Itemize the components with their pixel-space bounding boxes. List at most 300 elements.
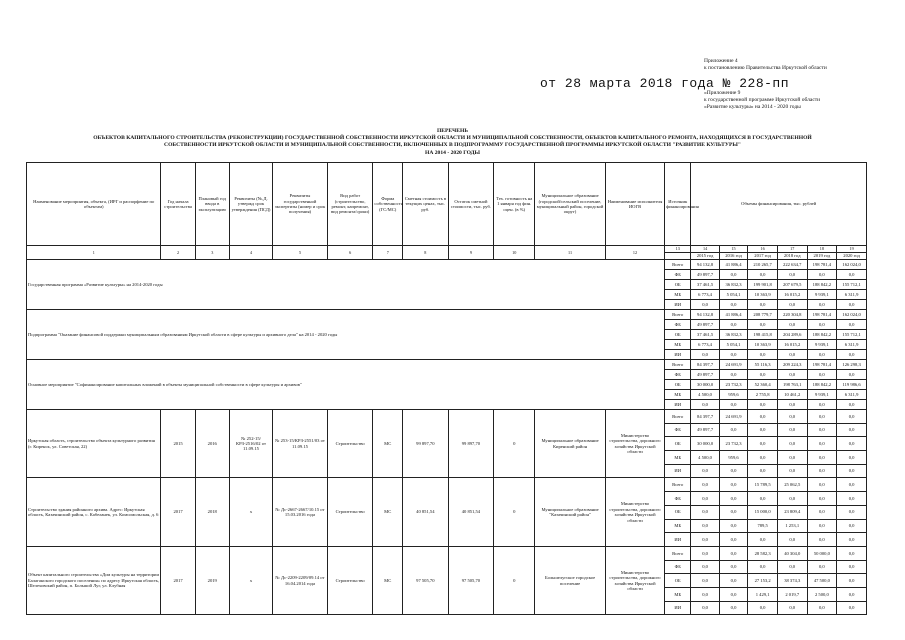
- amount-cell: 0,0: [777, 410, 807, 424]
- amount-cell: 220 304,8: [777, 310, 807, 320]
- amount-cell: 198 781,4: [807, 260, 837, 270]
- appendix2-line3: «Развитие культуры» на 2014 - 2020 годы: [704, 104, 801, 110]
- amount-cell: 84 397,7: [691, 410, 719, 424]
- readiness: 0: [494, 478, 535, 546]
- funding-source: МБ: [665, 451, 691, 465]
- header-cell: Муниципальное образование (городской/сельский поселение, муниципальный район, городской округ): [535, 163, 606, 246]
- amount-cell: 0,0: [777, 492, 807, 506]
- amount-cell: 0,0: [748, 300, 778, 310]
- column-number: 6: [327, 246, 373, 260]
- amount-cell: 0,0: [807, 423, 837, 437]
- amount-cell: 207 679,5: [777, 280, 807, 290]
- amount-cell: 162 024,0: [837, 310, 867, 320]
- amount-cell: 6 773,4: [691, 340, 719, 350]
- amount-cell: 0,0: [807, 320, 837, 330]
- amount-cell: 0,0: [807, 270, 837, 280]
- amount-cell: 1 429,1: [748, 587, 778, 601]
- amount-cell: 0,0: [719, 574, 747, 588]
- amount-cell: 0,0: [719, 300, 747, 310]
- amount-cell: 0,0: [837, 320, 867, 330]
- title-line4: НА 2014 - 2020 ГОДЫ: [424, 149, 481, 156]
- amount-cell: 36 832,3: [719, 280, 747, 290]
- amount-cell: 2 019,7: [777, 587, 807, 601]
- column-number: 10: [494, 246, 535, 260]
- funding-source: ИИ: [665, 464, 691, 478]
- amount-cell: 0,0: [777, 370, 807, 380]
- amount-cell: 0,0: [837, 546, 867, 560]
- amount-cell: 0,0: [719, 464, 747, 478]
- amount-cell: 198 781,4: [807, 360, 837, 370]
- amount-cell: 0,0: [719, 320, 747, 330]
- amount-cell: 0,0: [837, 478, 867, 492]
- amount-cell: 198 763,1: [777, 380, 807, 390]
- amount-cell: 0,0: [837, 464, 867, 478]
- amount-cell: 0,0: [719, 423, 747, 437]
- amount-cell: 119 986,6: [837, 380, 867, 390]
- section-name: Основное мероприятие "Софинансирование капитальных вложений в объекты муниципальной собственности в сфере культуры и архивов": [27, 360, 665, 410]
- year-cell-blank: [665, 253, 691, 260]
- end-year: 2019: [195, 546, 229, 614]
- header-cell: Сметная стоимость в текущих ценах, тыс. руб.: [403, 163, 449, 246]
- amount-cell: 52 360,4: [748, 380, 778, 390]
- table-row: [27, 546, 867, 560]
- year-cell: 2015 год: [691, 253, 719, 260]
- header-row: [27, 163, 867, 246]
- amount-cell: 24 691,9: [719, 410, 747, 424]
- funding-source: ОБ: [665, 505, 691, 519]
- amount-cell: 222 634,7: [777, 260, 807, 270]
- amount-cell: 0,0: [777, 533, 807, 547]
- amount-cell: 49 897,7: [691, 270, 719, 280]
- amount-cell: 0,0: [719, 519, 747, 533]
- table-row: [27, 310, 867, 320]
- amount-cell: 47 500,0: [807, 574, 837, 588]
- column-number-row: [27, 246, 867, 253]
- amount-cell: 0,0: [748, 350, 778, 360]
- end-year: 2016: [195, 410, 229, 478]
- amount-cell: 37 461,5: [691, 280, 719, 290]
- year-cell: 2019 год: [807, 253, 837, 260]
- amount-cell: 0,0: [837, 451, 867, 465]
- municipality: Большелугское городское поселение: [535, 546, 606, 614]
- amount-cell: 9 939,1: [807, 390, 837, 400]
- header-cell: Вид работ (строительство, ремонт, капремонт, вид ремонта/сроки): [327, 163, 373, 246]
- amount-cell: 23 809,4: [777, 505, 807, 519]
- amount-cell: 0,0: [748, 464, 778, 478]
- amount-cell: 126 298,3: [837, 360, 867, 370]
- header-cell: Остаток сметной стоимости, тыс. руб.: [448, 163, 494, 246]
- amount-cell: 0,0: [807, 492, 837, 506]
- object-name: Иркутская область, строительство объекта культурного развития (г. Киренск, ул. Советская, 22): [27, 410, 161, 478]
- psd-details: x: [229, 478, 272, 546]
- section-name: Подпрограмма "Оказание финансовой поддержки муниципальным образованиям Иркутской области в сфере культуры и архивного дела" на 2014 - 2020 годы: [27, 310, 665, 360]
- amount-cell: 84 397,7: [691, 360, 719, 370]
- header-cell: Наименование мероприятия, объекта, (ИРГ и распорфение по объектам): [27, 163, 161, 246]
- funding-source: Всего: [665, 410, 691, 424]
- column-number: 15: [719, 246, 747, 253]
- amount-cell: 0,0: [837, 574, 867, 588]
- amount-cell: 94 132,8: [691, 260, 719, 270]
- amount-cell: 0,0: [807, 350, 837, 360]
- amount-cell: 199 901,8: [748, 280, 778, 290]
- column-number: 8: [403, 246, 449, 260]
- column-number: 19: [837, 246, 867, 253]
- executor: Министерство строительства, дорожного хозяйства Иркутской области: [605, 546, 664, 614]
- amount-cell: 2 500,0: [807, 587, 837, 601]
- amount-cell: 0,0: [719, 492, 747, 506]
- funding-source: ИИ: [665, 533, 691, 547]
- municipality: Муниципальное образование Киренский район: [535, 410, 606, 478]
- column-number: 17: [777, 246, 807, 253]
- psd-details: x: [229, 546, 272, 614]
- amount-cell: 0,0: [807, 410, 837, 424]
- estimated-cost: 40 851,54: [403, 478, 449, 546]
- column-number: 18: [807, 246, 837, 253]
- amount-cell: 0,0: [837, 533, 867, 547]
- amount-cell: 0,0: [777, 300, 807, 310]
- amount-cell: 24 691,9: [719, 360, 747, 370]
- amount-cell: 0,0: [748, 400, 778, 410]
- amount-cell: 0,0: [719, 270, 747, 280]
- amount-cell: 0,0: [837, 505, 867, 519]
- column-number: 2: [161, 246, 195, 260]
- work-type: Строительство: [327, 546, 373, 614]
- amount-cell: 198 781,4: [807, 310, 837, 320]
- amount-cell: 0,0: [719, 505, 747, 519]
- funding-source: Всего: [665, 260, 691, 270]
- amount-cell: 188 842,2: [807, 380, 837, 390]
- header-cell: Форма собственности (ГС/МС): [373, 163, 403, 246]
- column-number: 3: [195, 246, 229, 260]
- amount-cell: 0,0: [837, 519, 867, 533]
- remaining-cost: 99 897,70: [448, 410, 494, 478]
- amount-cell: 41 886,4: [719, 260, 747, 270]
- header-cell: Тех. готовность на 1 января год фин. оцен. (в %): [494, 163, 535, 246]
- funding-source: ФБ: [665, 560, 691, 574]
- funding-source: Всего: [665, 310, 691, 320]
- funding-source: ОБ: [665, 574, 691, 588]
- amount-cell: 155 712,1: [837, 330, 867, 340]
- funding-source: МБ: [665, 290, 691, 300]
- funding-source: ИИ: [665, 601, 691, 615]
- amount-cell: 0,0: [748, 437, 778, 451]
- title-line2: ОБЪЕКТОВ КАПИТАЛЬНОГО СТРОИТЕЛЬСТВА (РЕКОНСТРУКЦИИ) ГОСУДАРСТВЕННОЙ СОБСТВЕННОСТИ ИРКУТСКОЙ ОБЛАСТИ И МУНИЦИПАЛЬНОЙ СОБСТВЕННОСТИ, ОБЪЕКТОВ КАПИТАЛЬНОГО РЕМОНТА, НАХОДЯЩИХСЯ В ГОСУДАРСТВЕННОЙ: [93, 135, 812, 142]
- funding-source: ФБ: [665, 320, 691, 330]
- amount-cell: 6 311,9: [837, 390, 867, 400]
- ownership: МС: [373, 478, 403, 546]
- amount-cell: 0,0: [748, 320, 778, 330]
- amount-cell: 0,0: [837, 410, 867, 424]
- amount-cell: 37 461,5: [691, 330, 719, 340]
- amount-cell: 25 062,5: [777, 478, 807, 492]
- amount-cell: 38 374,3: [777, 574, 807, 588]
- amount-cell: 0,0: [719, 601, 747, 615]
- amount-cell: 15 000,0: [748, 505, 778, 519]
- amount-cell: 0,0: [691, 400, 719, 410]
- remaining-cost: 40 851,54: [448, 478, 494, 546]
- amount-cell: 198 415,8: [748, 330, 778, 340]
- appendix-block: [704, 58, 894, 72]
- amount-cell: 0,0: [807, 370, 837, 380]
- amount-cell: 9 939,1: [807, 290, 837, 300]
- amount-cell: 0,0: [748, 451, 778, 465]
- amount-cell: 0,0: [777, 270, 807, 280]
- executor: Министерство строительства, дорожного хозяйства Иркутской области: [605, 410, 664, 478]
- funding-source: ФБ: [665, 423, 691, 437]
- funding-source: Всего: [665, 546, 691, 560]
- funding-source: ОБ: [665, 380, 691, 390]
- amount-cell: 0,0: [837, 437, 867, 451]
- amount-cell: 0,0: [691, 574, 719, 588]
- header-cell: Наименование исполнителя ИОГВ: [605, 163, 664, 246]
- table-row: [27, 478, 867, 492]
- amount-cell: 0,0: [807, 451, 837, 465]
- amount-cell: 0,0: [748, 370, 778, 380]
- work-type: Строительство: [327, 478, 373, 546]
- amount-cell: 0,0: [691, 587, 719, 601]
- amount-cell: 0,0: [719, 350, 747, 360]
- amount-cell: 94 132,8: [691, 310, 719, 320]
- title-line3: СОБСТВЕННОСТИ ИРКУТСКОЙ ОБЛАСТИ И МУНИЦИПАЛЬНОЙ СОБСТВЕННОСТИ, ВКЛЮЧЕННЫХ В ПОДПРОГРАММУ ГОСУДАРСТВЕННОЙ ПРОГРАММЫ ИРКУТСКОЙ ОБЛАСТИ "РАЗВИТИЕ КУЛЬТУРЫ": [164, 142, 741, 149]
- start-year: 2017: [161, 546, 195, 614]
- header-cell: Плановый год ввода в эксплуатацию: [195, 163, 229, 246]
- funding-source: ИИ: [665, 400, 691, 410]
- amount-cell: 16 015,2: [777, 290, 807, 300]
- amount-cell: 0,0: [837, 400, 867, 410]
- amount-cell: 0,0: [807, 478, 837, 492]
- amount-cell: 0,0: [807, 601, 837, 615]
- year-cell: 2018 год: [777, 253, 807, 260]
- amount-cell: 0,0: [691, 519, 719, 533]
- amount-cell: 0,0: [691, 350, 719, 360]
- start-year: 2015: [161, 410, 195, 478]
- amount-cell: 0,0: [748, 533, 778, 547]
- funding-source: ИИ: [665, 350, 691, 360]
- column-number: 16: [748, 246, 778, 253]
- amount-cell: 0,0: [691, 505, 719, 519]
- funding-source: Всего: [665, 478, 691, 492]
- start-year: 2017: [161, 478, 195, 546]
- amount-cell: 0,0: [748, 492, 778, 506]
- table-row: [27, 360, 867, 370]
- amount-cell: 0,0: [691, 492, 719, 506]
- column-number: 9: [448, 246, 494, 260]
- amount-cell: 959,6: [719, 390, 747, 400]
- table-row: [27, 410, 867, 424]
- amount-cell: 0,0: [719, 560, 747, 574]
- amount-cell: 789,5: [748, 519, 778, 533]
- executor: Министерство строительства, дорожного хозяйства Иркутской области: [605, 478, 664, 546]
- amount-cell: 0,0: [748, 601, 778, 615]
- amount-cell: 0,0: [691, 601, 719, 615]
- funding-source: ОБ: [665, 437, 691, 451]
- work-type: Строительство: [327, 410, 373, 478]
- column-number: 5: [273, 246, 328, 260]
- amount-cell: 0,0: [691, 546, 719, 560]
- amount-cell: 0,0: [691, 464, 719, 478]
- amount-cell: 0,0: [691, 560, 719, 574]
- amount-cell: 0,0: [777, 320, 807, 330]
- document-title: [30, 128, 875, 157]
- title-line1: ПЕРЕЧЕНЬ: [436, 128, 469, 134]
- header-cell: Реквизиты государственной экспертизы (номер и срок получения): [273, 163, 328, 246]
- amount-cell: 6 311,9: [837, 290, 867, 300]
- funding-source: МБ: [665, 519, 691, 533]
- funding-source: ОБ: [665, 280, 691, 290]
- amount-cell: 0,0: [807, 437, 837, 451]
- amount-cell: 16 015,2: [777, 340, 807, 350]
- amount-cell: 0,0: [807, 519, 837, 533]
- amount-cell: 49 897,7: [691, 423, 719, 437]
- funding-source: МБ: [665, 390, 691, 400]
- amount-cell: 4 500,0: [691, 451, 719, 465]
- decree-date: от 28 марта 2018 года № 228-пп: [540, 76, 790, 91]
- amount-cell: 188 842,2: [807, 330, 837, 340]
- amount-cell: 0,0: [719, 533, 747, 547]
- amount-cell: 9 939,1: [807, 340, 837, 350]
- end-year: 2018: [195, 478, 229, 546]
- amount-cell: 0,0: [691, 533, 719, 547]
- funding-source: ФБ: [665, 270, 691, 280]
- amount-cell: 41 886,4: [719, 310, 747, 320]
- amount-cell: 959,6: [719, 451, 747, 465]
- amount-cell: 0,0: [807, 400, 837, 410]
- column-number: 12: [605, 246, 664, 260]
- amount-cell: 162 024,0: [837, 260, 867, 270]
- amount-cell: 188 842,2: [807, 280, 837, 290]
- amount-cell: 0,0: [691, 478, 719, 492]
- section-name: Государственная программа «Развитие культуры» на 2014-2020 годы: [27, 260, 665, 310]
- appendix2-line1: «Приложение 9: [704, 90, 741, 96]
- objects-table: [26, 162, 867, 615]
- funding-source: ФБ: [665, 370, 691, 380]
- amount-cell: 0,0: [719, 478, 747, 492]
- amount-cell: 155 712,1: [837, 280, 867, 290]
- amount-cell: 210 265,7: [748, 260, 778, 270]
- amount-cell: 204 289,6: [777, 330, 807, 340]
- readiness: 0: [494, 546, 535, 614]
- funding-source: ИИ: [665, 300, 691, 310]
- expertise-details: № Дс-2209-2209/09.14 от 16.04.2014 года: [273, 546, 328, 614]
- amount-cell: 23 732,3: [719, 437, 747, 451]
- amount-cell: 0,0: [837, 370, 867, 380]
- year-cell: 2016 год: [719, 253, 747, 260]
- amount-cell: 4 500,0: [691, 390, 719, 400]
- funding-source: МБ: [665, 587, 691, 601]
- amount-cell: 208 779,7: [748, 310, 778, 320]
- expertise-details: № Дс-2667-2667/10.15 от 15.03.2016 года: [273, 478, 328, 546]
- amount-cell: 6 311,9: [837, 340, 867, 350]
- amount-cell: 0,0: [748, 560, 778, 574]
- header-cell: Объемы финансирования, тыс. рублей: [691, 163, 867, 246]
- amount-cell: 28 582,3: [748, 546, 778, 560]
- amount-cell: 0,0: [777, 464, 807, 478]
- header-cell: Год начала строительства: [161, 163, 195, 246]
- funding-source: ФБ: [665, 492, 691, 506]
- readiness: 0: [494, 410, 535, 478]
- amount-cell: 0,0: [777, 601, 807, 615]
- column-number: 11: [535, 246, 606, 260]
- amount-cell: 0,0: [807, 560, 837, 574]
- amount-cell: 30 000,0: [691, 437, 719, 451]
- amount-cell: 0,0: [777, 451, 807, 465]
- ownership: МС: [373, 410, 403, 478]
- amount-cell: 0,0: [837, 560, 867, 574]
- amount-cell: 55 116,3: [748, 360, 778, 370]
- appendix-line1: Приложение 4: [704, 58, 738, 64]
- year-cell: 2020 год: [837, 253, 867, 260]
- amount-cell: 0,0: [837, 492, 867, 506]
- column-number: 7: [373, 246, 403, 260]
- amount-cell: 5 054,1: [719, 340, 747, 350]
- column-number: 1: [27, 246, 161, 260]
- header-cell: Источник финансирования: [665, 163, 691, 246]
- amount-cell: 0,0: [691, 300, 719, 310]
- funding-source: МБ: [665, 340, 691, 350]
- header-cell: Реквизиты (№,Д. утвержд срок утверждения (ПСД): [229, 163, 272, 246]
- funding-source: ОБ: [665, 330, 691, 340]
- amount-cell: 0,0: [837, 350, 867, 360]
- amount-cell: 0,0: [837, 270, 867, 280]
- amount-cell: 10 363,9: [748, 290, 778, 300]
- amount-cell: 0,0: [837, 601, 867, 615]
- remaining-cost: 97 505,70: [448, 546, 494, 614]
- estimated-cost: 97 505,70: [403, 546, 449, 614]
- amount-cell: 15 789,5: [748, 478, 778, 492]
- object-name: Строительство здания районного архива. Адрес: Иркутская область, Казачинский район, с. Кабеланек, ул. Комсомольская, д. 6: [27, 478, 161, 546]
- amount-cell: 5 054,1: [719, 290, 747, 300]
- funding-source: Всего: [665, 360, 691, 370]
- amount-cell: 0,0: [807, 300, 837, 310]
- amount-cell: 10 363,9: [748, 340, 778, 350]
- object-name: Объект капитального строительства «Дом культуры на территории Балаганского городского поселения» по адресу Иркутская область, Шелеховский район, п. Большой Луг, ул. Клубная: [27, 546, 161, 614]
- amount-cell: 27 153,2: [748, 574, 778, 588]
- table-row: [27, 260, 867, 270]
- appendix2-block: [704, 90, 894, 111]
- amount-cell: 40 304,0: [777, 546, 807, 560]
- amount-cell: 0,0: [719, 400, 747, 410]
- amount-cell: 10 461,2: [777, 390, 807, 400]
- psd-details: № 252-15/КРЗ-2516/02 от 11.09.15: [229, 410, 272, 478]
- amount-cell: 0,0: [777, 400, 807, 410]
- amount-cell: 1 253,1: [777, 519, 807, 533]
- year-cell: 2017 год: [748, 253, 778, 260]
- municipality: Муниципальное образование "Казачинский район": [535, 478, 606, 546]
- amount-cell: 49 897,7: [691, 370, 719, 380]
- amount-cell: 0,0: [748, 410, 778, 424]
- amount-cell: 209 224,3: [777, 360, 807, 370]
- column-number: 4: [229, 246, 272, 260]
- amount-cell: 49 897,7: [691, 320, 719, 330]
- amount-cell: 0,0: [748, 423, 778, 437]
- appendix2-line2: к государственной программе Иркутской области: [704, 97, 821, 103]
- amount-cell: 0,0: [719, 546, 747, 560]
- amount-cell: 50 000,0: [807, 546, 837, 560]
- estimated-cost: 99 897,70: [403, 410, 449, 478]
- amount-cell: 0,0: [837, 300, 867, 310]
- expertise-details: № 253-15/КРЗ-2551/03 от 11.09.15: [273, 410, 328, 478]
- amount-cell: 0,0: [807, 464, 837, 478]
- amount-cell: 0,0: [807, 533, 837, 547]
- column-number: 13: [665, 246, 691, 253]
- amount-cell: 0,0: [748, 270, 778, 280]
- amount-cell: 0,0: [719, 587, 747, 601]
- amount-cell: 0,0: [837, 423, 867, 437]
- amount-cell: 36 832,3: [719, 330, 747, 340]
- column-number: 14: [691, 246, 719, 253]
- amount-cell: 0,0: [719, 370, 747, 380]
- amount-cell: 0,0: [837, 587, 867, 601]
